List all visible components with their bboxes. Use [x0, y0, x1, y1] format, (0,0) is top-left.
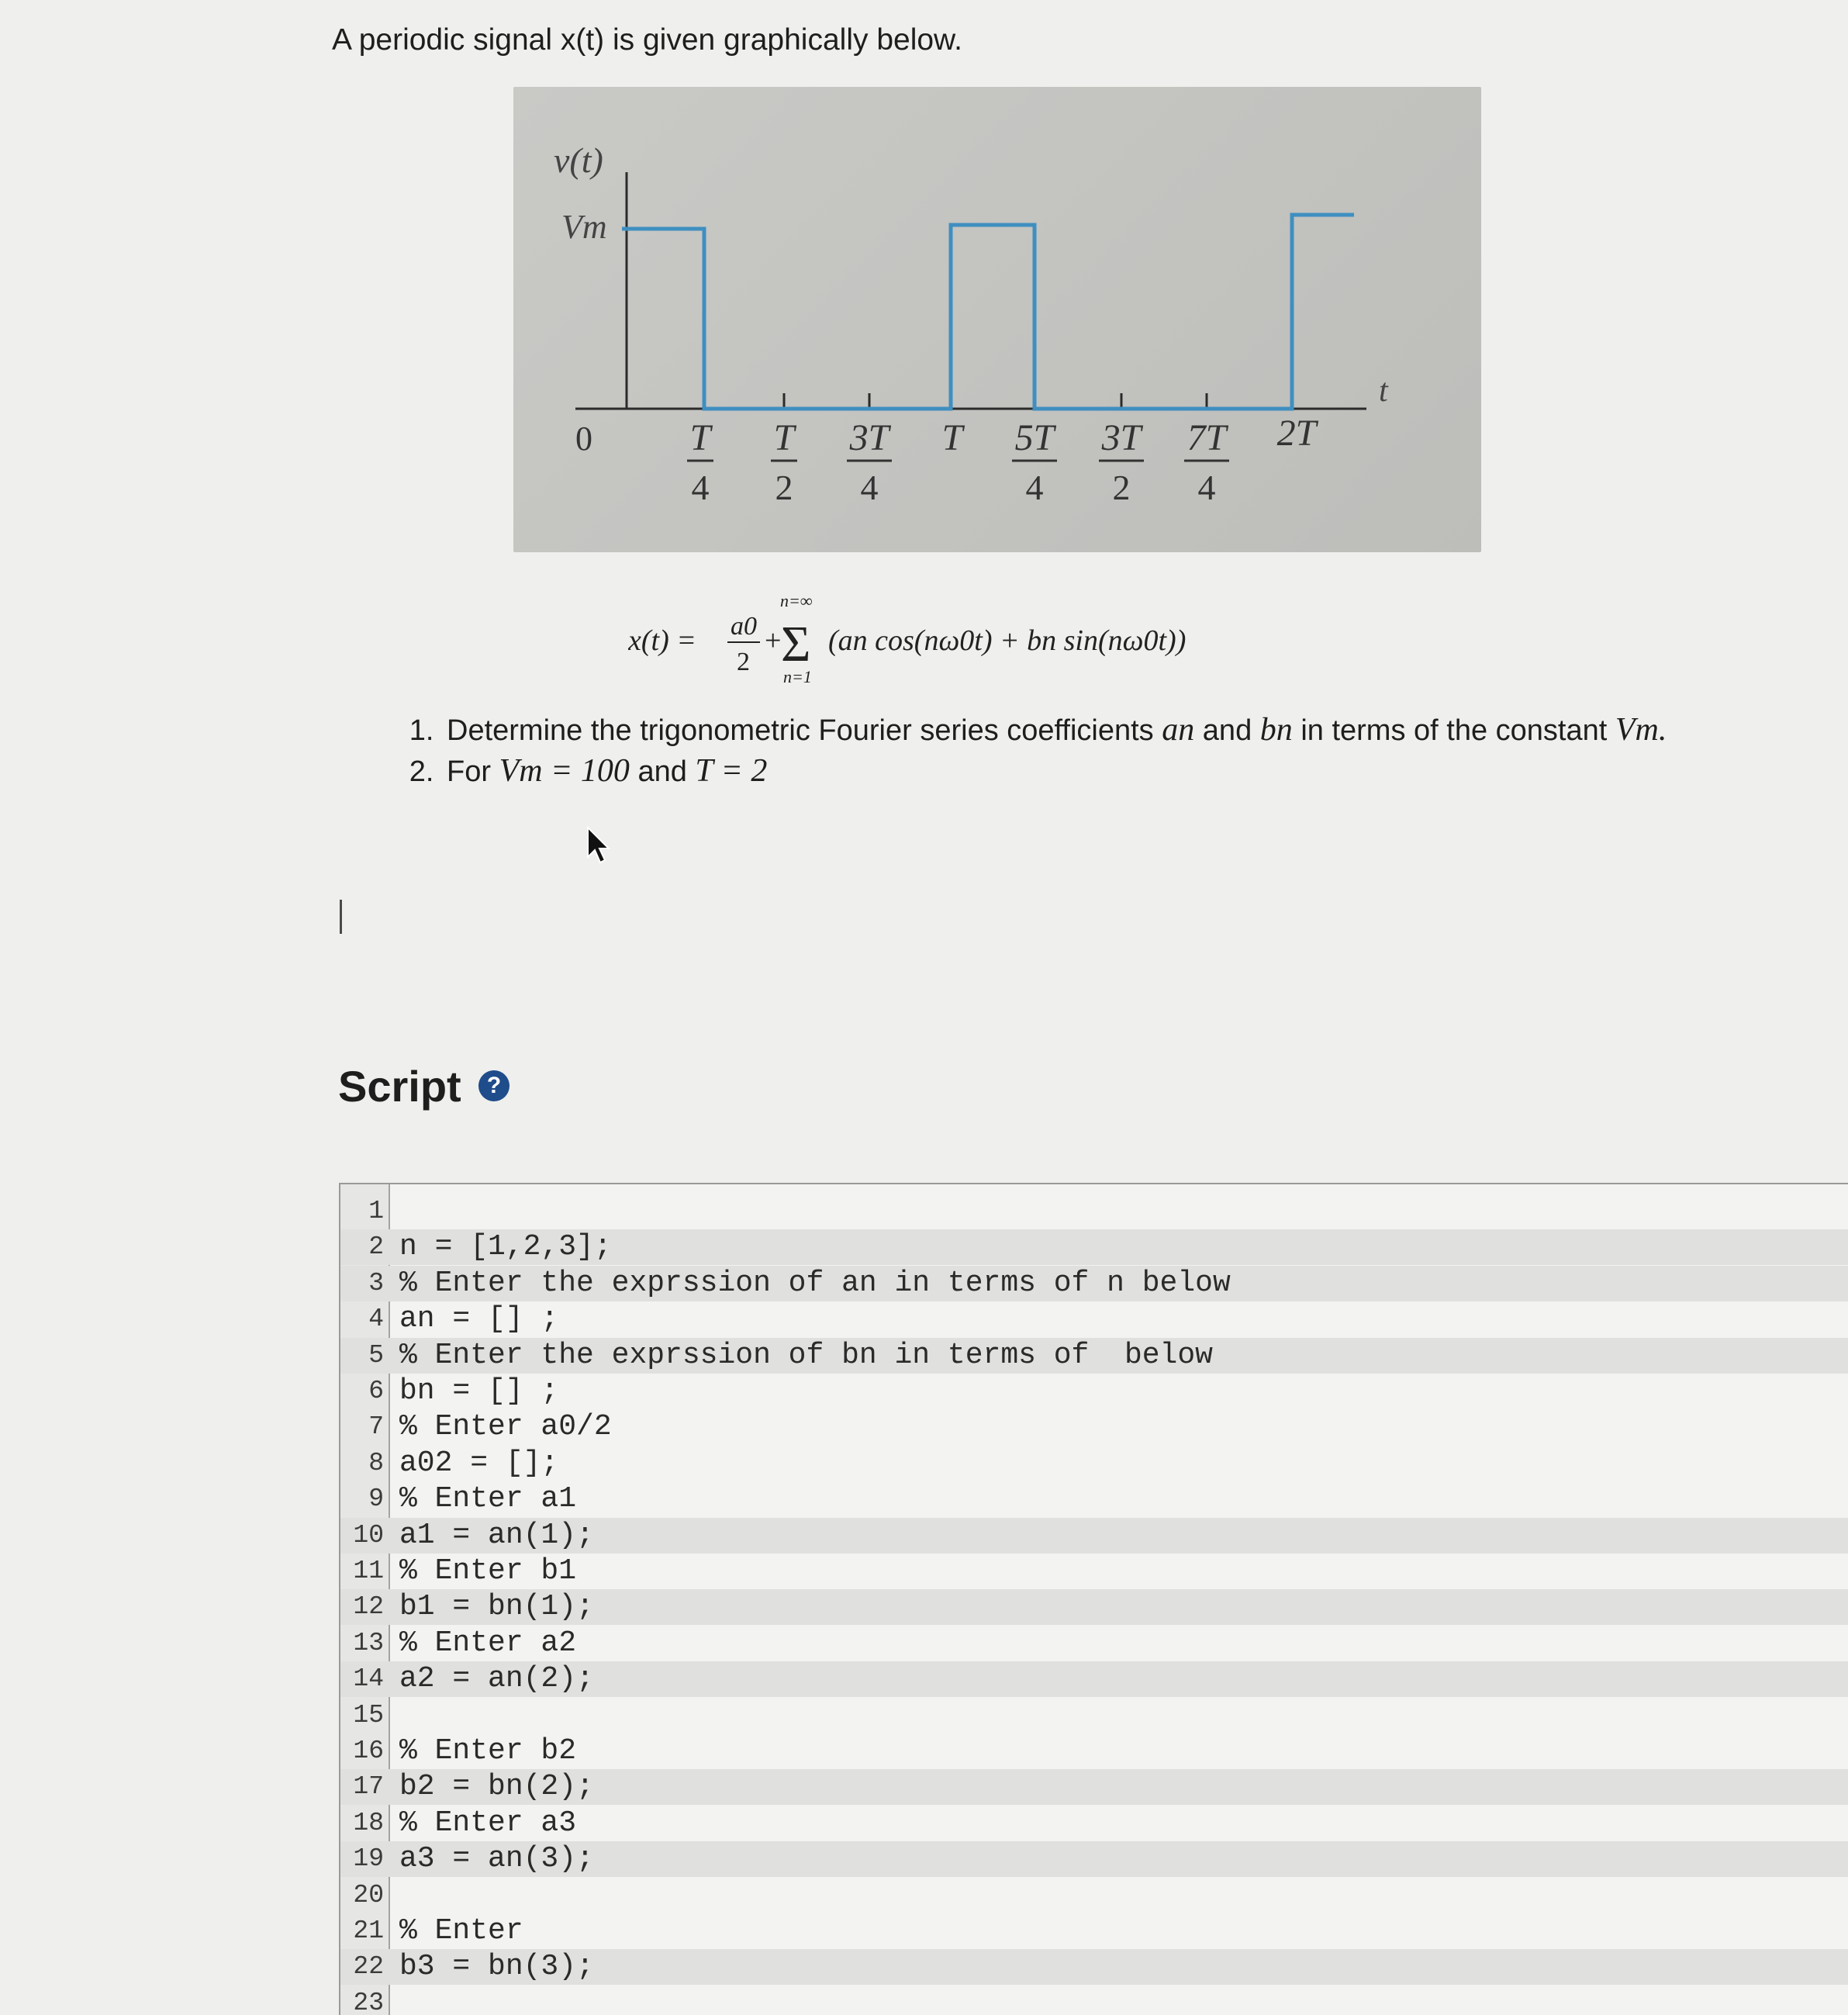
code-text[interactable]: bn = [] ; [399, 1374, 559, 1408]
code-text[interactable]: % Enter b1 [399, 1554, 577, 1588]
svg-text:3T: 3T [1101, 417, 1142, 458]
code-line[interactable] [340, 1986, 1848, 2015]
text-caret [340, 900, 342, 934]
code-text[interactable]: a02 = []; [399, 1446, 559, 1480]
code-line[interactable] [340, 1194, 1848, 1229]
code-text[interactable]: a2 = an(2); [399, 1662, 594, 1696]
code-text[interactable]: an = [] ; [399, 1302, 559, 1336]
code-line[interactable] [340, 1554, 1848, 1589]
line-number: 10 [353, 1520, 384, 1550]
code-line[interactable] [340, 1661, 1848, 1697]
line-number: 8 [368, 1448, 384, 1478]
tick-label-7t-over-4 [1184, 417, 1229, 507]
code-line[interactable] [340, 1806, 1848, 1841]
line-number: 15 [353, 1700, 384, 1730]
help-icon[interactable]: ? [478, 1070, 509, 1101]
formula-a0-denominator: 2 [737, 648, 750, 676]
code-text[interactable]: % Enter a1 [399, 1482, 577, 1516]
code-line[interactable] [340, 1301, 1848, 1337]
line-number: 5 [368, 1340, 384, 1370]
code-line[interactable] [340, 1626, 1848, 1661]
svg-text:T: T [689, 417, 711, 458]
y-axis-label: v(t) [554, 140, 603, 180]
line-number: 11 [353, 1557, 384, 1585]
t-axis-label: t [1379, 373, 1388, 409]
code-line[interactable] [340, 1481, 1848, 1517]
line-number: 13 [353, 1628, 384, 1657]
line-number: 2 [368, 1232, 384, 1262]
line-number: 9 [368, 1484, 384, 1514]
code-line[interactable] [340, 1841, 1848, 1877]
question-list [411, 710, 1667, 792]
formula-plus: + [765, 624, 782, 657]
line-number: 12 [353, 1592, 384, 1622]
origin-label: 0 [575, 420, 592, 458]
tick-label-5t-over-4 [1012, 417, 1057, 507]
svg-text:4: 4 [1025, 468, 1044, 507]
tick-label-3t-over-4 [847, 417, 892, 507]
mouse-pointer-icon [585, 826, 612, 869]
script-heading: Script [338, 1062, 461, 1111]
question-2: 2. For Vm = 100 and T = 2 [442, 751, 1667, 792]
line-number: 7 [368, 1412, 384, 1442]
svg-text:2: 2 [1112, 468, 1131, 507]
svg-text:5T: 5T [1014, 417, 1055, 458]
code-text[interactable]: % Enter a2 [399, 1626, 577, 1660]
code-text[interactable]: n = [1,2,3]; [399, 1230, 612, 1264]
signal-figure [513, 87, 1481, 552]
amplitude-label: Vm [561, 208, 607, 246]
tick-label-t-over-4 [687, 417, 713, 507]
formula-a0: a0 [731, 612, 757, 641]
line-number: 18 [353, 1808, 384, 1837]
svg-text:3T: 3T [849, 417, 889, 458]
code-editor[interactable] [339, 1183, 1848, 2015]
code-text[interactable]: % Enter the exprssion of an in terms of n below [399, 1266, 1231, 1300]
code-line[interactable] [340, 1446, 1848, 1481]
svg-text:2: 2 [775, 468, 793, 507]
code-text[interactable]: % Enter the exprssion of bn in terms of below [399, 1338, 1213, 1372]
line-number: 21 [353, 1916, 384, 1945]
line-number: 3 [368, 1268, 384, 1298]
code-line[interactable] [340, 1698, 1848, 1733]
code-text[interactable]: b3 = bn(3); [399, 1950, 594, 1984]
code-line[interactable] [340, 1769, 1848, 1805]
code-text[interactable]: % Enter [399, 1914, 523, 1948]
sum-symbol: Σ [781, 616, 811, 672]
sum-lower-limit: n=1 [783, 667, 812, 686]
svg-text:4: 4 [860, 468, 879, 507]
code-line[interactable] [340, 1266, 1848, 1301]
line-number: 23 [353, 1988, 384, 2015]
code-line[interactable] [340, 1589, 1848, 1625]
code-line[interactable] [340, 1878, 1848, 1913]
svg-text:7T: 7T [1187, 417, 1227, 458]
code-line[interactable] [340, 1409, 1848, 1445]
line-number: 19 [353, 1844, 384, 1874]
code-line[interactable] [340, 1374, 1848, 1409]
code-line[interactable] [340, 1518, 1848, 1554]
code-text[interactable]: a1 = an(1); [399, 1518, 594, 1552]
signal-plot [513, 87, 1481, 552]
svg-text:4: 4 [1197, 468, 1216, 507]
code-line[interactable] [340, 1733, 1848, 1769]
svg-text:T: T [773, 417, 795, 458]
line-number: 17 [353, 1772, 384, 1802]
code-line[interactable] [340, 1949, 1848, 1985]
question-1: 1. Determine the trigonometric Fourier series coefficients an and bn in terms of the constant Vm. [442, 710, 1667, 751]
problem-intro: A periodic signal x(t) is given graphically below. [332, 23, 962, 57]
sum-upper-limit: n=∞ [780, 591, 813, 610]
svg-text:4: 4 [691, 468, 710, 507]
tick-label-3t-over-2 [1099, 417, 1144, 507]
fourier-series-formula [628, 589, 1249, 690]
code-line[interactable] [340, 1338, 1848, 1374]
formula-lhs: x(t) = [628, 624, 696, 657]
line-number: 22 [353, 1952, 384, 1982]
line-number: 20 [353, 1880, 384, 1910]
signal-waveform [622, 215, 1354, 409]
code-line[interactable] [340, 1913, 1848, 1949]
line-number: 6 [368, 1377, 384, 1405]
code-text[interactable]: % Enter a0/2 [399, 1410, 612, 1444]
code-text[interactable]: % Enter b2 [399, 1734, 577, 1768]
code-text[interactable]: % Enter a3 [399, 1806, 577, 1840]
line-number: 4 [368, 1305, 384, 1334]
code-text[interactable]: b2 = bn(2); [399, 1770, 594, 1804]
code-text[interactable]: a3 = an(3); [399, 1842, 594, 1876]
line-number: 1 [368, 1197, 384, 1225]
tick-label-t-over-2 [771, 417, 797, 507]
tick-label-2t: 2T [1276, 413, 1317, 454]
line-number: 16 [353, 1737, 384, 1765]
formula-body: (an cos(nω0t) + bn sin(nω0t)) [828, 624, 1187, 657]
tick-label-t: T [941, 417, 963, 458]
code-text[interactable]: b1 = bn(1); [399, 1590, 594, 1624]
code-line[interactable] [340, 1229, 1848, 1265]
line-number: 14 [353, 1664, 384, 1694]
